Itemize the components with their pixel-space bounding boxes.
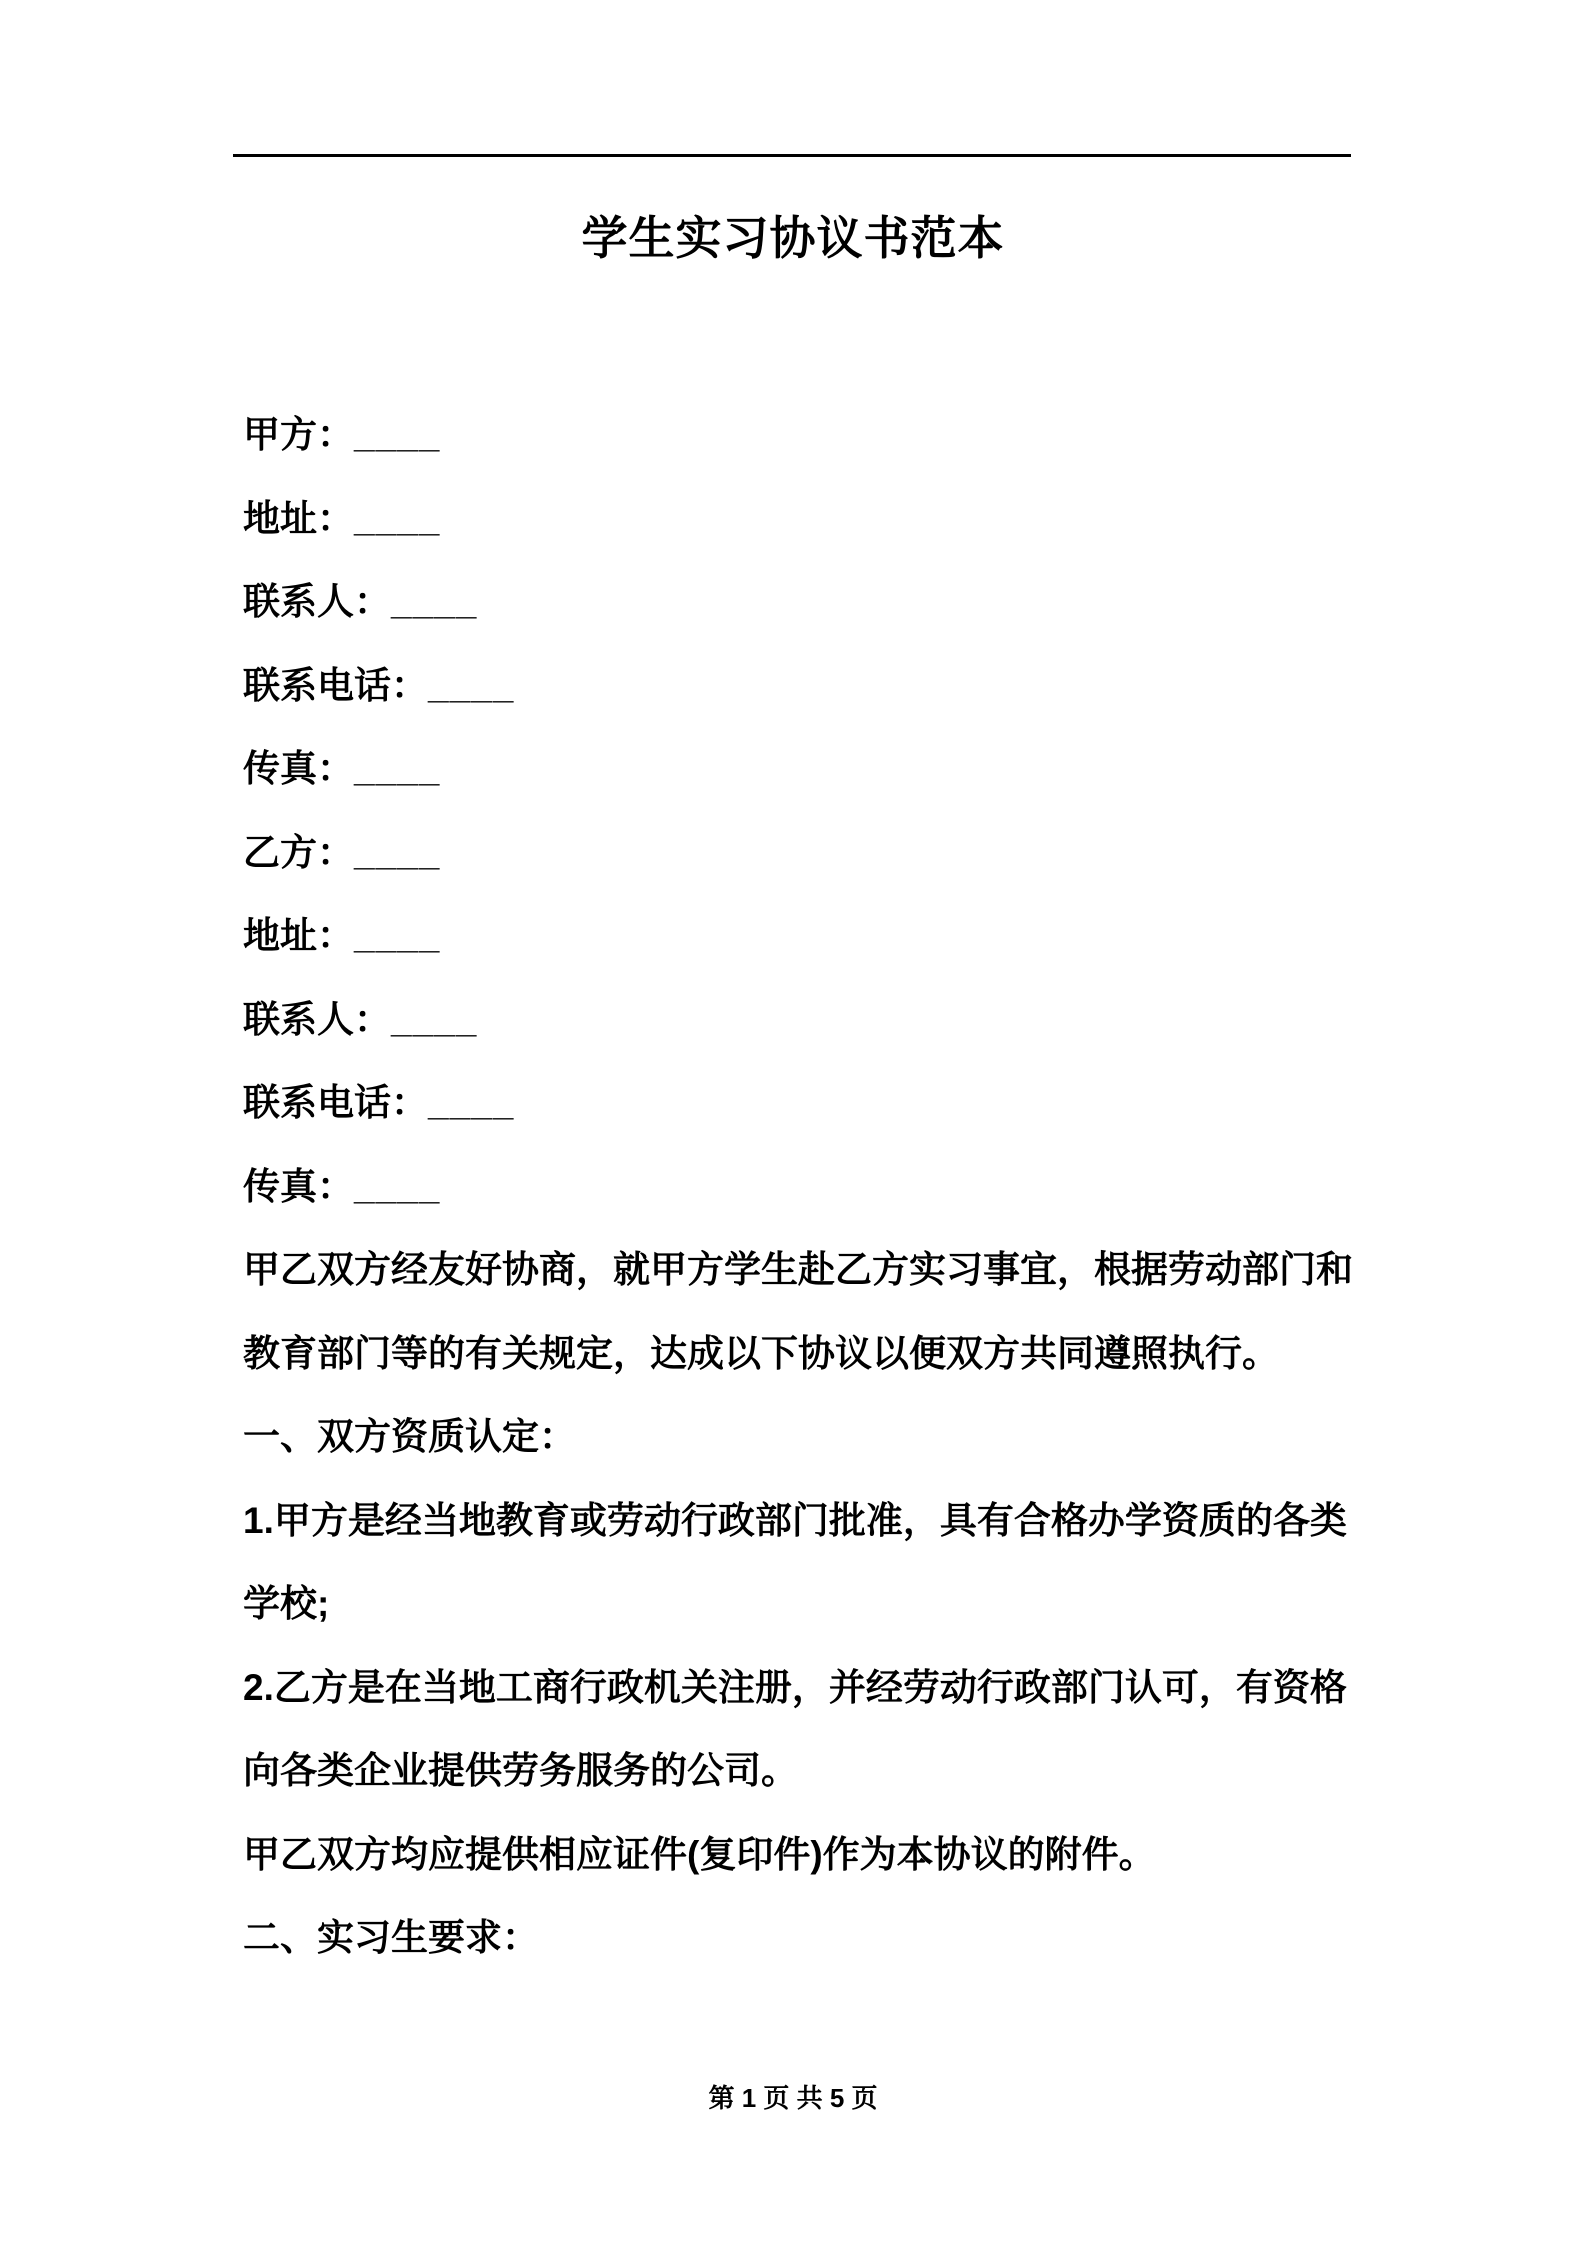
field-label: 传真： [243,748,354,789]
field-row-phone-b [243,1061,1358,1145]
page-number: 第 1 页 共 5 页 [708,2083,878,2113]
document-body [243,393,1358,1980]
field-blank: ____ [354,748,441,789]
field-label: 联系电话： [243,664,428,706]
field-blank: ____ [428,1082,515,1123]
field-label: 联系人： [243,998,391,1040]
field-blank: ____ [391,581,478,622]
page-title: 学生实习协议书范本 [581,212,1005,264]
header-rule [233,154,1351,157]
field-blank: ____ [354,1165,441,1207]
body-line: 甲乙双方均应提供相应证件(复印件)作为本协议的附件。 [243,1833,1156,1875]
field-label: 地址： [243,915,354,956]
body-line: 向各类企业提供劳务服务的公司。 [243,1750,798,1791]
field-row-contact-a [243,560,1358,644]
body-line: 教育部门等的有关规定，达成以下协议以便双方共同遵照执行。 [243,1332,1279,1374]
field-label: 乙方： [243,831,354,873]
body-line: 学校; [243,1583,330,1624]
body-line: 1.甲方是经当地教育或劳动行政部门批准，具有合格办学资质的各类 [243,1499,1347,1541]
field-row-address-a [243,477,1358,561]
body-line: 甲乙双方经友好协商，就甲方学生赴乙方实习事宜，根据劳动部门和 [243,1249,1353,1290]
field-label: 联系电话： [243,1082,428,1123]
field-row-contact-b [243,978,1358,1062]
field-blank: ____ [354,414,441,455]
field-row-fax-a [243,727,1358,811]
field-blank: ____ [391,998,478,1040]
field-row-party-b [243,811,1358,895]
field-row-phone-a [243,644,1358,728]
field-row-address-b [243,894,1358,978]
field-blank: ____ [428,664,515,706]
field-label: 传真： [243,1165,354,1207]
field-label: 联系人： [243,581,391,622]
field-blank: ____ [354,915,441,956]
field-blank: ____ [354,831,441,873]
field-label: 甲方： [243,414,354,455]
section-heading-1: 一、双方资质认定： [243,1416,576,1457]
field-row-party-a [243,393,1358,477]
field-label: 地址： [243,497,354,539]
field-row-fax-b [243,1145,1358,1229]
body-line: 2.乙方是在当地工商行政机关注册，并经劳动行政部门认可，有资格 [243,1666,1347,1708]
field-blank: ____ [354,497,441,539]
section-heading-2: 二、实习生要求： [243,1917,539,1958]
